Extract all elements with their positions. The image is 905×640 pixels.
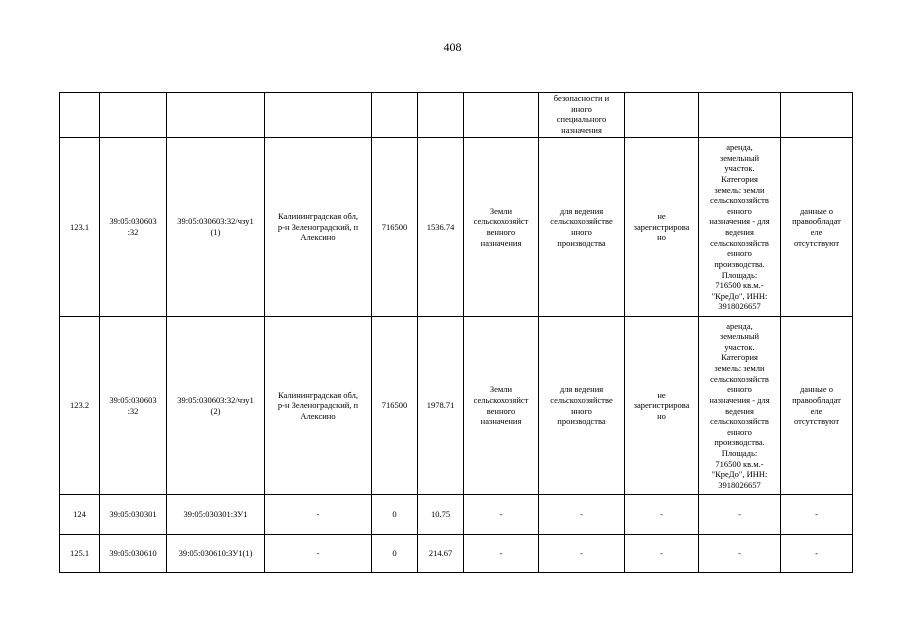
table-cell: 1536.74 <box>418 138 464 317</box>
table-cell <box>372 93 418 138</box>
table-cell: 39:05:030301 <box>100 495 167 535</box>
table-cell: аренда, земельный участок. Категория земель: земли сельскохозяйств енного назначения - для ведения сельскохозяйств енного производства. Площадь: 716500 кв.м.- "КреДо", ИНН: 3918026657 <box>699 317 781 495</box>
table-cell: аренда, земельный участок. Категория земель: земли сельскохозяйств енного назначения - для ведения сельскохозяйств енного производства. Площадь: 716500 кв.м.- "КреДо", ИНН: 3918026657 <box>699 138 781 317</box>
table-cell: - <box>781 495 853 535</box>
table-cell <box>464 93 539 138</box>
table-cell: 10.75 <box>418 495 464 535</box>
table-cell: не зарегистрирова но <box>625 317 699 495</box>
table-cell: 716500 <box>372 138 418 317</box>
table-cell <box>781 93 853 138</box>
table-cell: - <box>625 535 699 573</box>
table-cell: - <box>699 495 781 535</box>
table-cell: Земли сельскохозяйст венного назначения <box>464 317 539 495</box>
table-cell: 716500 <box>372 317 418 495</box>
table-cell: 123.1 <box>60 138 100 317</box>
table-cell: данные о правообладат еле отсутствуют <box>781 138 853 317</box>
table-cell <box>625 93 699 138</box>
table-cell <box>418 93 464 138</box>
table-cell: 39:05:030603:32/чзу1 (1) <box>167 138 265 317</box>
table-cell: 123.2 <box>60 317 100 495</box>
table-row <box>60 535 853 573</box>
table-cell: для ведения сельскохозяйстве нного производства <box>539 317 625 495</box>
table-cell <box>60 93 100 138</box>
table-cell: 39:05:030603 :32 <box>100 317 167 495</box>
table-cell: не зарегистрирова но <box>625 138 699 317</box>
land-plots-table <box>59 92 853 573</box>
table-row <box>60 93 853 138</box>
table-cell: 0 <box>372 535 418 573</box>
table-cell: - <box>625 495 699 535</box>
table-cell <box>699 93 781 138</box>
table-cell: данные о правообладат еле отсутствуют <box>781 317 853 495</box>
table-cell: Земли сельскохозяйст венного назначения <box>464 138 539 317</box>
table-cell <box>167 93 265 138</box>
table-cell: - <box>265 535 372 573</box>
table-cell: безопасности и иного специального назначения <box>539 93 625 138</box>
table-cell: - <box>539 535 625 573</box>
table-cell: 124 <box>60 495 100 535</box>
table-cell: 39:05:030610 <box>100 535 167 573</box>
table-cell: - <box>781 535 853 573</box>
table-row <box>60 138 853 317</box>
table-cell: - <box>699 535 781 573</box>
page-number: 408 <box>443 40 462 54</box>
table-cell <box>265 93 372 138</box>
table-cell: 39:05:030603:32/чзу1 (2) <box>167 317 265 495</box>
table-row <box>60 495 853 535</box>
table-cell: 1978.71 <box>418 317 464 495</box>
table-cell: 39:05:030610:ЗУ1(1) <box>167 535 265 573</box>
table-cell: 39:05:030603 :32 <box>100 138 167 317</box>
table-cell: - <box>464 495 539 535</box>
table-cell: - <box>265 495 372 535</box>
table-cell: - <box>539 495 625 535</box>
table-row <box>60 317 853 495</box>
table-cell: 39:05:030301:ЗУ1 <box>167 495 265 535</box>
table-cell <box>100 93 167 138</box>
table-cell: для ведения сельскохозяйстве нного производства <box>539 138 625 317</box>
table-cell: 125.1 <box>60 535 100 573</box>
table-cell: Калининградская обл, р-н Зеленоградский, п Алексино <box>265 317 372 495</box>
table-cell: 214.67 <box>418 535 464 573</box>
table-cell: Калининградская обл, р-н Зеленоградский, п Алексино <box>265 138 372 317</box>
table-cell: 0 <box>372 495 418 535</box>
table-cell: - <box>464 535 539 573</box>
